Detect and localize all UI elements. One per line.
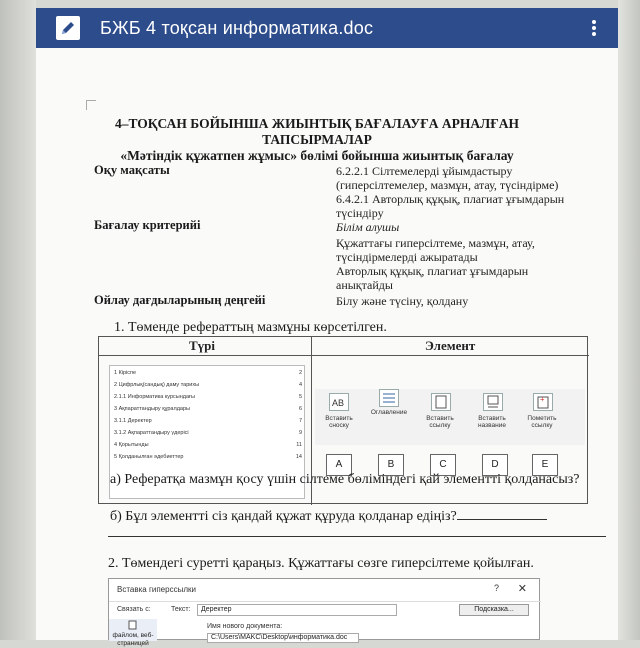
answer-line[interactable] [457,508,547,520]
toc-line: 1 Кіріспе 2 [114,370,302,376]
mark-citation-icon [533,393,553,411]
option-a: A [326,454,352,476]
column-header-type: Түрі [189,338,216,353]
criteria-line: Құжаттағы гиперсілтеме, мазмұн, атау, [336,236,535,250]
column-header-element: Элемент [425,338,476,353]
criteria-line: Білім алушы [336,220,400,234]
criteria-line: түсіндірмелерді ажыратады [336,250,478,264]
screen [36,8,618,647]
question-2: 2. Төмендегі суретті қараңыз. Құжаттағы сөзге гиперсілтеме қойылған. [108,556,534,571]
doc-subtitle: «Мәтіндік құжатпен жұмыс» бөлімі бойынша жиынтық бағалау [120,148,514,163]
insert-caption-icon [483,393,503,411]
question-1: 1. Төменде рефераттың мазмұны көрсетілген. [114,320,387,335]
ribbon-label: Пометить ссылку [527,415,557,429]
table-divider [99,355,589,356]
new-document-label: Имя нового документа: [207,623,283,630]
toc-line: 2.1.1 Информатика курсындағы 5 [114,394,302,400]
goal-line: (гиперсілтемелер, мазмұн, атау, түсіндірме) [336,178,559,192]
level-value: Білу және түсіну, қолдану [336,294,469,308]
goal-line: түсіндіру [336,206,384,220]
criteria-label: Бағалау критерийі [94,218,201,232]
file-icon [128,621,138,629]
insert-citation-icon [431,393,451,411]
ribbon-label: Вставить сноску [325,415,353,429]
device-bezel-right [618,0,640,640]
question-a: а) Рефератқа мазмұн қосу үшін сілтеме бөліміндегі қай элементті қолданасыз? [110,472,580,487]
app-bar [36,8,618,48]
option-b: B [378,454,404,476]
app-title: БЖБ 4 тоқсан информатика.doc [100,17,374,38]
ribbon-image [315,389,585,445]
toc-line: 3.1.2 Ақпараттандыру үдерісі 9 [114,430,302,436]
document-path-field: C:\Users\MAKC\Desktop\информатика.doc [207,633,359,643]
svg-text:AB: AB [332,398,345,408]
screen-tip-button: Подсказка... [459,604,529,616]
dialog-divider [109,601,541,602]
option-e: E [532,454,558,476]
document-page[interactable] [36,48,618,647]
more-options-icon[interactable] [592,20,596,36]
criteria-line: анықтайды [336,278,393,292]
toc-line: 3.1.1 Деректер 7 [114,418,302,424]
question-b: б) Бұл элементті сіз қандай құжат құруда қолданар едіңіз? [110,508,547,525]
footnote-icon [329,393,349,411]
ribbon-label: Оглавление [370,409,408,416]
criteria-line: Авторлық құқық, плагиат ұғымдарын [336,264,529,278]
document-edit-icon[interactable] [56,16,80,40]
goal-line: 6.4.2.1 Авторлық құқық, плагиат ұғымдарын [336,192,565,206]
doc-title-line1: 4–ТОҚСАН БОЙЫНША ЖИЫНТЫҚ БАҒАЛАУҒА АРНАЛҒАН [114,116,520,131]
toc-line: 2 Цифрлық(сандық) даму тарихы 4 [114,382,302,388]
close-icon: ✕ [517,583,527,595]
link-to-label: Связать с: [117,606,151,613]
goal-label: Оқу мақсаты [94,163,170,177]
doc-title-line2: ТАПСЫРМАЛАР [262,132,372,147]
page-corner-mark [86,100,96,110]
hyperlink-dialog-image [108,578,540,647]
option-d: D [482,454,508,476]
toc-line: 4 Қорытынды 11 [114,442,302,448]
text-label: Текст: [171,606,191,613]
dialog-title: Вставка гиперссылки [117,585,196,594]
ribbon-label: Вставить ссылку [426,415,454,429]
device-bezel-left [0,0,36,640]
display-text-field: Деректер [197,604,397,616]
goal-line: 6.2.2.1 Сілтемелерді ұйымдастыру [336,164,513,178]
help-icon: ? [493,583,499,593]
toc-line: 3 Ақпараттандыру құралдары 6 [114,406,302,412]
svg-text:+: + [540,395,545,404]
ribbon-label: Вставить название [478,415,506,429]
toc-line: 5 Қолданылған әдебиеттер 14 [114,454,302,460]
link-type-file-webpage: файлом, веб-страницей [109,619,157,641]
answer-line[interactable] [108,536,606,537]
option-c: C [430,454,456,476]
level-label: Ойлау дағдыларының деңгейі [94,293,266,307]
table-of-contents-icon [379,389,399,407]
